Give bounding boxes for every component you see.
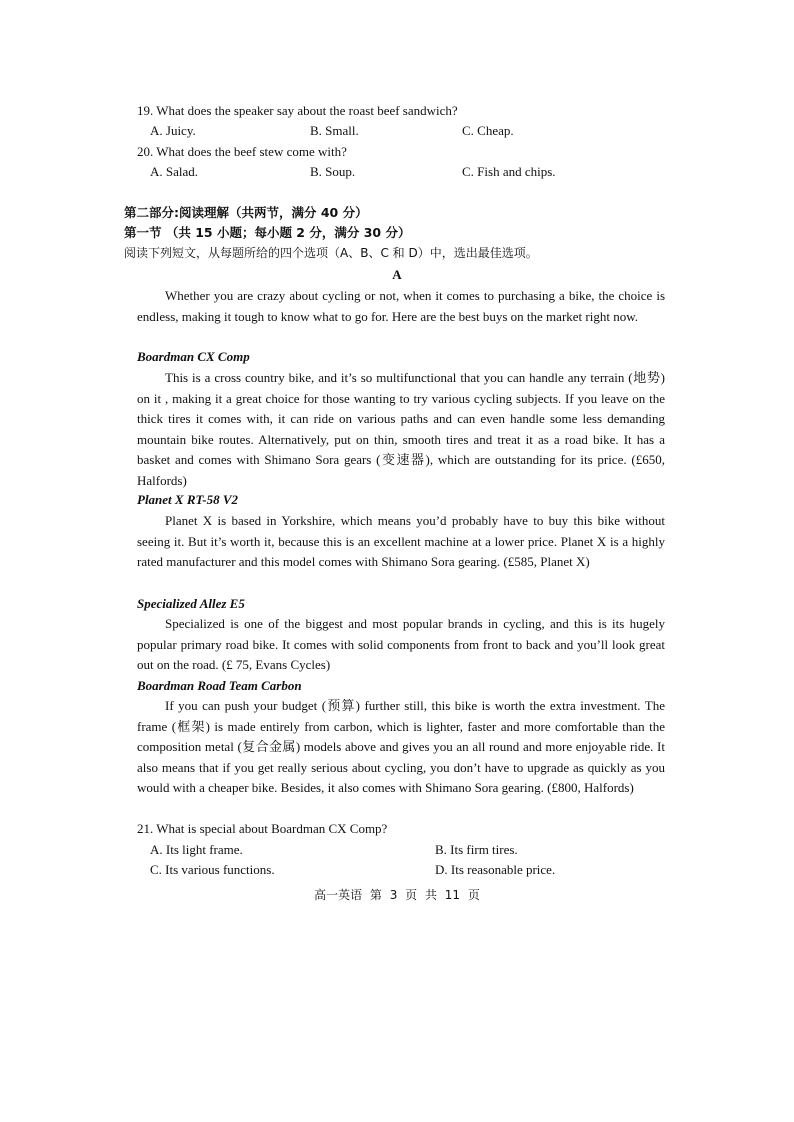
bike-3-name: Specialized Allez E5 bbox=[137, 596, 245, 611]
bike-4-text: If you can push your budget (预算) further still, this bike is worth the extra investment. The frame (框架) is made entirely from carbon, which is lighter, faster and more comfortable than the composition metal (复合金属) models above and gives you an all round and more enjoyable ride. It also means that if you get really serious about cycling, you don’t have to upgrade as quickly as you would with a cheaper bike. Besides, it also comes with Shimano Sora gearing. (£800, Halfords) bbox=[137, 698, 665, 795]
instruction: 阅读下列短文，从每题所给的四个选项（A、B、C 和 D）中，选出最佳选项。 bbox=[124, 246, 538, 260]
q20-option-c: C. Fish and chips. bbox=[462, 164, 556, 179]
q20-option-b: B. Soup. bbox=[310, 164, 356, 179]
question-20-stem: 20. What does the beef stew come with? bbox=[137, 144, 347, 159]
bike-3-text: Specialized is one of the biggest and most popular brands in cycling, and this is its hugely popular primary road bike. It comes with solid components from front to back and you’ll look great out on the road. (£ 75, Evans Cycles) bbox=[137, 616, 665, 672]
bike-2-description bbox=[137, 511, 665, 573]
q20-option-a: A. Salad. bbox=[150, 164, 199, 179]
intro-text: Whether you are crazy about cycling or not, when it comes to purchasing a bike, the choice is endless, making it tough to know what to go for. Here are the best buys on the market right now. bbox=[137, 288, 665, 324]
bike-2-name: Planet X RT-58 V2 bbox=[137, 492, 239, 507]
q21-option-b: B. Its firm tires. bbox=[435, 842, 518, 857]
bike-4-name: Boardman Road Team Carbon bbox=[137, 678, 302, 693]
q19-option-b: B. Small. bbox=[310, 123, 359, 138]
passage-intro bbox=[137, 286, 665, 327]
section-title: 第一节 （共 15 小题；每小题 2 分，满分 30 分） bbox=[124, 225, 411, 240]
part-title: 第二部分:阅读理解（共两节，满分 40 分） bbox=[124, 205, 368, 220]
bike-4-description bbox=[137, 696, 665, 799]
question-21-stem: 21. What is special about Boardman CX Comp? bbox=[137, 821, 388, 836]
q19-option-c: C. Cheap. bbox=[462, 123, 514, 138]
q21-option-a: A. Its light frame. bbox=[150, 842, 243, 857]
q19-option-a: A. Juicy. bbox=[150, 123, 196, 138]
bike-1-name: Boardman CX Comp bbox=[137, 349, 250, 364]
q21-option-c: C. Its various functions. bbox=[150, 862, 275, 877]
bike-1-description bbox=[137, 368, 665, 491]
bike-2-text: Planet X is based in Yorkshire, which means you’d probably have to buy this bike without seeing it. But it’s worth it, because this is an excellent machine at a lower price. Planet X is a highly rated manufacturer and this model comes with Shimano Sora gearing. (£585, Planet X) bbox=[137, 513, 665, 569]
page-footer: 高一英语 第 3 页 共 11 页 bbox=[314, 888, 480, 902]
q21-option-d: D. Its reasonable price. bbox=[435, 862, 556, 877]
bike-3-description bbox=[137, 614, 665, 676]
bike-1-text: This is a cross country bike, and it’s so multifunctional that you can handle any terrain (地势) on it , making it a great choice for those wanting to try various cycling subjects. If you leave on the thick tires it comes with, it can ride on various paths and can even handle some less demanding mountain bike routes. Alternatively, put on thin, smooth tires and treat it as a road bike. It has a basket and comes with Shimano Sora gears (变速器), which are outstanding for its price. (£650, Halfords) bbox=[137, 370, 665, 488]
passage-letter: A bbox=[392, 267, 402, 282]
question-19-stem: 19. What does the speaker say about the roast beef sandwich? bbox=[137, 103, 458, 118]
